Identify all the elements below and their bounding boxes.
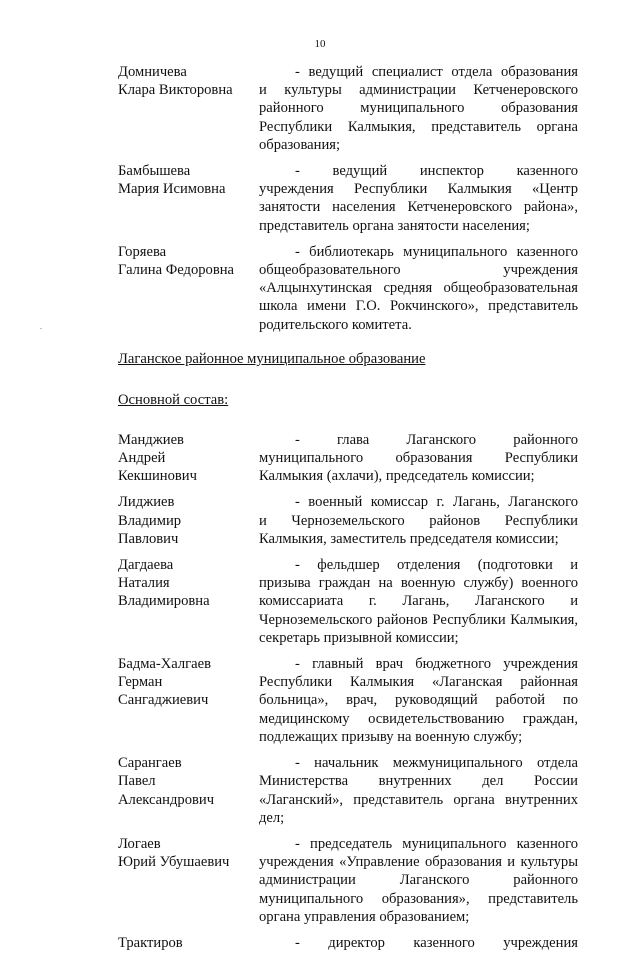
member-name-line: Владимир: [118, 512, 182, 529]
member-name: [118, 162, 259, 235]
margin-mark: -: [40, 326, 42, 332]
member-role: [259, 431, 578, 486]
member-name-line: Павел: [118, 773, 156, 790]
member-role: [259, 835, 578, 926]
main-member-list: [118, 431, 578, 952]
member-role-text: призыва граждан на военную службу) военного комиссариата г. Лагань, Лаганского и Черноземельского районов Республики Калмыкия, секретарь призывной комиссии;: [259, 575, 578, 646]
member-entry: [118, 835, 578, 926]
member-role: [259, 754, 578, 827]
member-name-line: Сарангаев: [118, 755, 182, 772]
member-name: [118, 655, 259, 746]
member-name-line: Клара Викторовна: [118, 82, 233, 99]
member-role: [259, 655, 578, 746]
member-entry: [118, 243, 578, 334]
page-number: 10: [314, 38, 326, 50]
section-heading: Лаганское районное муниципальное образование: [118, 350, 426, 367]
top-member-list: [118, 63, 578, 334]
member-entry: [118, 431, 578, 486]
member-name: [118, 243, 259, 334]
subsection-heading: Основной состав:: [118, 391, 229, 408]
member-role-text: общеобразовательного учреждения «Алцынхутинская средняя общеобразовательная школа имени Г.О. Рокчинского», представитель родительского комитета.: [259, 262, 578, 333]
member-role-text: и культуры администрации Кетченеровского районного муниципального образования Республики Калмыкия, представитель органа образования;: [259, 82, 578, 153]
member-role-text: и Черноземельского районов Республики Калмыкия, заместитель председателя комиссии;: [259, 512, 578, 547]
member-name-line: Александрович: [118, 791, 215, 808]
member-role-text: Министерства внутренних дел России «Лаганский», представитель органа внутренних дел;: [259, 773, 578, 826]
member-name-line: Юрий Убушаевич: [118, 854, 230, 871]
member-role-text: Республики Калмыкия «Лаганская районная больница», врач, руководящий работой по медицинскому освидетельствованию граждан, подлежащих призыву на военную службу;: [259, 674, 578, 745]
member-role-first-line: - глава Лаганского районного: [295, 431, 578, 448]
member-name-line: Логаев: [118, 835, 161, 852]
member-entry: [118, 556, 578, 647]
document-body: [118, 63, 578, 960]
member-name-line: Трактиров: [118, 934, 183, 951]
member-name-line: Андрей: [118, 450, 166, 467]
member-role-first-line: - председатель муниципального казенного: [295, 835, 578, 852]
member-role-text: учреждения «Управление образования и культуры администрации Лаганского районного муниципального образования», представитель органа управления образованием;: [259, 854, 578, 925]
member-name-line: Кекшинович: [118, 468, 197, 485]
member-role: [259, 556, 578, 647]
member-name: [118, 63, 259, 154]
member-name-line: Наталия: [118, 575, 170, 592]
member-role-text: учреждения Республики Калмыкия «Центр занятости населения Кетченеровского района», представитель органа занятости населения;: [259, 181, 578, 234]
member-entry: [118, 162, 578, 235]
member-role-first-line: - главный врач бюджетного учреждения: [295, 656, 578, 673]
member-name-line: Галина Федоровна: [118, 262, 235, 279]
member-name-line: Сангаджиевич: [118, 692, 209, 709]
member-role-first-line: - военный комиссар г. Лагань, Лаганского: [295, 494, 578, 511]
member-role-first-line: - директор казенного учреждения: [295, 934, 578, 951]
member-name-line: Дагдаева: [118, 557, 174, 574]
member-role-text: муниципального образования Республики Калмыкия (ахлачи), председатель комиссии;: [259, 450, 578, 485]
member-entry: [118, 63, 578, 154]
member-role-first-line: - начальник межмуниципального отдела: [295, 755, 578, 772]
member-entry: [118, 655, 578, 746]
member-name-line: Манджиев: [118, 431, 184, 448]
member-role-first-line: - фельдшер отделения (подготовки и: [295, 557, 578, 574]
member-name-line: Горяева: [118, 243, 167, 260]
member-name-line: Павлович: [118, 530, 179, 547]
member-role: [259, 493, 578, 548]
member-role-first-line: - ведущий инспектор казенного: [295, 163, 578, 180]
member-name-line: Бадма-Халгаев: [118, 656, 212, 673]
member-name-line: Владимировна: [118, 593, 210, 610]
member-name: [118, 835, 259, 926]
member-name-line: Герман: [118, 674, 163, 691]
member-role-first-line: - ведущий специалист отдела образования: [295, 64, 578, 80]
member-role: [259, 162, 578, 235]
member-entry: [118, 493, 578, 548]
member-entry: [118, 934, 578, 952]
member-name: [118, 431, 259, 486]
member-name: [118, 493, 259, 548]
member-name: [118, 556, 259, 647]
member-entry: [118, 754, 578, 827]
member-name-line: Лиджиев: [118, 494, 175, 511]
member-role: [259, 243, 578, 334]
member-name: [118, 934, 259, 952]
member-role: [259, 934, 578, 952]
member-name-line: Домничева: [118, 64, 187, 80]
member-name-line: Мария Исимовна: [118, 181, 226, 198]
member-role-first-line: - библиотекарь муниципального казенного: [295, 243, 578, 260]
member-role: [259, 63, 578, 154]
member-name: [118, 754, 259, 827]
member-name-line: Бамбышева: [118, 163, 191, 180]
